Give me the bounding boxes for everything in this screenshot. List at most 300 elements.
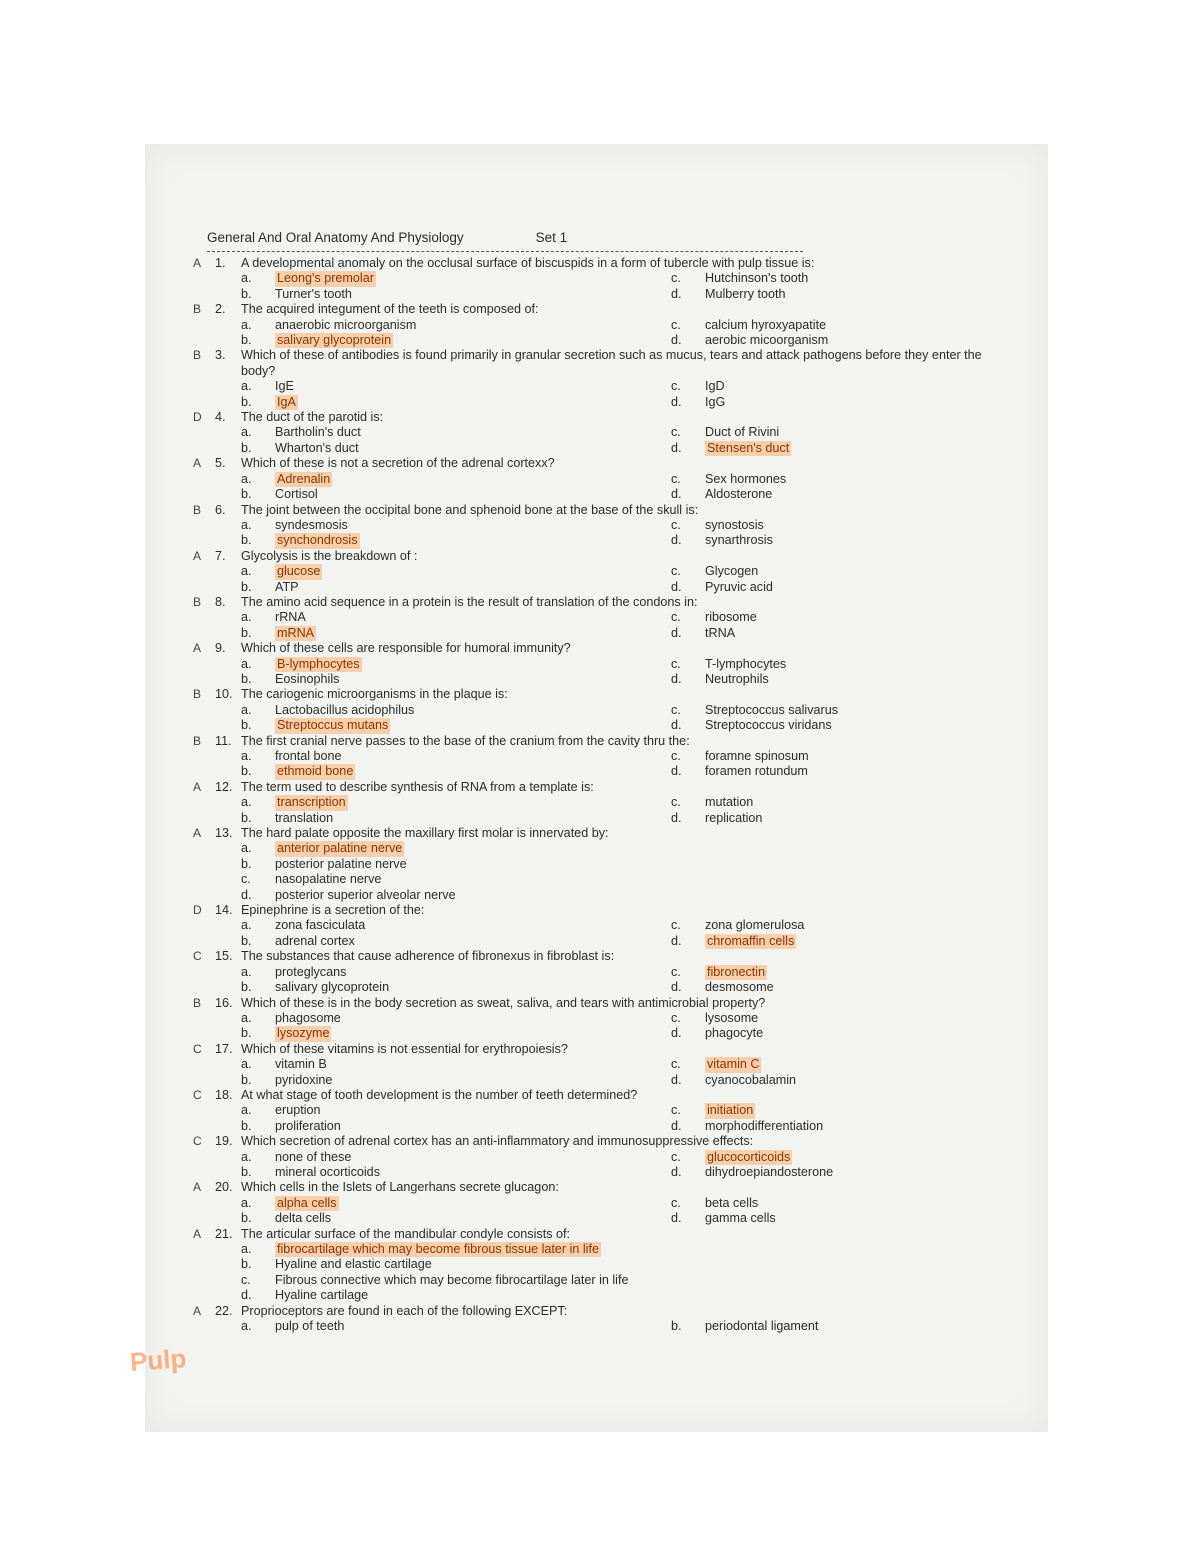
question-item — [193, 410, 1013, 456]
question-item — [193, 826, 1013, 903]
question-row — [193, 780, 1013, 795]
question-item — [193, 641, 1013, 687]
answer-option — [241, 1150, 671, 1165]
question-item — [193, 302, 1013, 348]
option-letter: b. — [241, 625, 252, 640]
answer-option — [671, 533, 1013, 548]
answer-option — [671, 980, 1013, 995]
answer-option — [241, 1257, 1013, 1272]
option-text: Pyruvic acid — [705, 579, 773, 594]
highlighted-option-text: fibrocartilage which may become fibrous tissue later in life — [277, 1242, 599, 1256]
option-text: anaerobic microorganism — [275, 317, 417, 332]
option-text: Hutchinson's tooth — [705, 271, 809, 286]
option-letter: a. — [241, 517, 252, 532]
option-text: synostosis — [705, 517, 764, 532]
option-text: calcium hyroxyapatite — [705, 317, 827, 332]
question-item — [193, 549, 1013, 595]
question-item — [193, 1088, 1013, 1134]
answer-mark: B — [193, 502, 202, 517]
answer-option — [241, 764, 671, 779]
highlighted-option-text: salivary glycoprotein — [277, 333, 392, 348]
question-item — [193, 503, 1013, 549]
option-letter: b. — [671, 1319, 682, 1334]
answer-option — [241, 934, 671, 949]
option-letter: c. — [671, 918, 681, 933]
option-list — [241, 1011, 1013, 1042]
option-list — [241, 425, 1013, 456]
option-list — [241, 1057, 1013, 1088]
option-list — [241, 703, 1013, 734]
option-text: pulp of teeth — [275, 1319, 345, 1334]
option-list — [241, 841, 1013, 903]
answer-option — [241, 1288, 1013, 1303]
question-row — [193, 1227, 1013, 1242]
option-letter: c. — [671, 702, 681, 717]
answer-mark: B — [193, 733, 202, 748]
question-stem: Proprioceptors are found in each of the following EXCEPT: — [241, 1303, 568, 1318]
answer-option — [241, 1119, 671, 1134]
answer-option — [241, 1196, 671, 1211]
highlighted-option-text: alpha cells — [277, 1195, 337, 1210]
question-item — [193, 1180, 1013, 1226]
answer-option — [671, 1026, 1013, 1041]
question-row — [193, 1304, 1013, 1319]
answer-option — [241, 1103, 671, 1118]
answer-option — [241, 703, 671, 718]
option-list — [241, 657, 1013, 688]
highlighted-option-text: transcription — [277, 795, 346, 810]
highlighted-option-text: chromaffin cells — [707, 933, 795, 948]
question-stem: The joint between the occipital bone and sphenoid bone at the base of the skull is: — [241, 502, 699, 517]
option-letter: a. — [241, 379, 252, 394]
answer-option — [241, 1211, 671, 1226]
option-text: proteglycans — [275, 964, 347, 979]
answer-option — [671, 1119, 1013, 1134]
question-number: 11. — [215, 733, 232, 748]
option-text: frontal bone — [275, 749, 342, 763]
option-list — [241, 1319, 1013, 1334]
question-item — [193, 1042, 1013, 1088]
option-list — [241, 1103, 1013, 1134]
page-header — [207, 230, 1013, 245]
option-text: vitamin B — [275, 1057, 327, 1072]
highlighted-option-text: fibronectin — [707, 964, 766, 979]
answer-option — [241, 872, 1013, 887]
option-letter: d. — [671, 1072, 682, 1087]
question-number: 12. — [215, 779, 233, 794]
option-letter: c. — [241, 1272, 251, 1287]
option-letter: a. — [241, 564, 252, 579]
option-letter: d. — [671, 625, 682, 640]
option-text: T-lymphocytes — [705, 656, 787, 671]
highlighted-option-text: ethmoid bone — [277, 764, 354, 779]
answer-option — [241, 918, 671, 933]
question-row — [193, 549, 1013, 564]
answer-option — [671, 1165, 1013, 1180]
question-stem: Which of these of antibodies is found primarily in granular secretion such as mucus, tears and attack pathogens before they enter the body? — [241, 348, 982, 378]
option-text: Duct of Rivini — [705, 425, 780, 440]
answer-mark: C — [193, 1134, 202, 1149]
option-letter: b. — [241, 933, 252, 948]
option-letter: d. — [241, 1288, 252, 1303]
highlighted-option-text: initiation — [707, 1103, 754, 1118]
question-item — [193, 456, 1013, 502]
question-row — [193, 1180, 1013, 1195]
option-letter: d. — [671, 980, 682, 995]
answer-option — [671, 425, 1013, 440]
answer-option — [671, 518, 1013, 533]
option-letter: d. — [671, 333, 682, 348]
option-letter: b. — [241, 1072, 252, 1087]
highlighted-option-text: Stensen's duct — [707, 440, 790, 455]
question-stem: Glycolysis is the breakdown of : — [241, 548, 418, 563]
question-item — [193, 687, 1013, 733]
option-letter: b. — [241, 394, 252, 409]
option-text: Mulberry tooth — [705, 286, 786, 301]
highlighted-option-text: IgA — [277, 394, 296, 409]
question-stem: The articular surface of the mandibular condyle consists of: — [241, 1226, 570, 1241]
option-text: Turner's tooth — [275, 286, 352, 301]
question-number: 14. — [215, 903, 233, 918]
answer-option — [671, 1211, 1013, 1226]
option-text: lysosome — [705, 1010, 759, 1025]
question-row — [193, 734, 1013, 749]
option-list — [241, 271, 1013, 302]
option-text: Aldosterone — [705, 487, 773, 502]
answer-option — [671, 1319, 1013, 1334]
option-letter: c. — [671, 425, 681, 440]
question-number: 5. — [215, 456, 226, 471]
option-letter: a. — [241, 471, 252, 486]
option-letter: a. — [241, 271, 252, 286]
answer-option — [671, 749, 1013, 764]
question-number: 7. — [215, 548, 226, 563]
option-list — [241, 965, 1013, 996]
question-item — [193, 996, 1013, 1042]
option-letter: d. — [671, 440, 682, 455]
option-letter: a. — [241, 1319, 252, 1334]
option-letter: c. — [671, 271, 681, 286]
option-letter: a. — [241, 610, 252, 625]
option-letter: a. — [241, 1195, 252, 1210]
answer-option — [241, 379, 671, 394]
question-number: 8. — [215, 594, 226, 609]
question-stem: The cariogenic microorganisms in the plaque is: — [241, 687, 508, 702]
question-item — [193, 903, 1013, 949]
question-item — [193, 1134, 1013, 1180]
option-text: rRNA — [275, 610, 306, 625]
answer-option — [241, 580, 671, 595]
option-text: salivary glycoprotein — [275, 980, 390, 995]
question-row — [193, 996, 1013, 1011]
question-number: 16. — [215, 995, 233, 1010]
answer-option — [671, 1011, 1013, 1026]
option-letter: b. — [241, 579, 252, 594]
question-number: 10. — [215, 687, 233, 702]
answer-option — [671, 271, 1013, 286]
option-letter: d. — [671, 579, 682, 594]
option-text: phagocyte — [705, 1026, 764, 1041]
answer-mark: B — [193, 995, 202, 1010]
answer-option — [671, 287, 1013, 302]
option-letter: a. — [241, 702, 252, 717]
option-letter: b. — [241, 980, 252, 995]
option-text: ribosome — [705, 610, 757, 625]
option-letter: d. — [671, 764, 682, 779]
answer-option — [671, 472, 1013, 487]
question-number: 17. — [215, 1041, 233, 1056]
question-item — [193, 949, 1013, 995]
question-row — [193, 410, 1013, 425]
highlighted-option-text: synchondrosis — [277, 533, 358, 548]
option-letter: c. — [241, 872, 251, 887]
answer-option — [241, 533, 671, 548]
question-stem: A developmental anomaly on the occlusal surface of biscuspids in a form of tubercle with pulp tissue is: — [241, 256, 815, 270]
answer-mark: C — [193, 1087, 202, 1102]
question-stem: The hard palate opposite the maxillary first molar is innervated by: — [241, 826, 609, 841]
option-letter: a. — [241, 1149, 252, 1164]
option-letter: c. — [671, 1010, 681, 1025]
option-text: Glycogen — [705, 564, 759, 579]
option-letter: b. — [241, 764, 252, 779]
option-letter: a. — [241, 1103, 252, 1118]
answer-option — [671, 672, 1013, 687]
question-number: 9. — [215, 641, 226, 656]
option-letter: c. — [671, 471, 681, 486]
option-letter: c. — [671, 379, 681, 394]
option-list — [241, 564, 1013, 595]
option-letter: d. — [671, 1211, 682, 1226]
answer-mark: C — [193, 1041, 202, 1056]
answer-option — [671, 718, 1013, 733]
option-letter: d. — [671, 533, 682, 548]
option-text: aerobic micoorganism — [705, 333, 829, 348]
answer-option — [671, 318, 1013, 333]
option-letter: c. — [671, 1149, 681, 1164]
answer-option — [241, 672, 671, 687]
option-letter: a. — [241, 1010, 252, 1025]
answer-option — [671, 1073, 1013, 1088]
question-number: 4. — [215, 410, 226, 425]
option-letter: c. — [671, 564, 681, 579]
question-row — [193, 1042, 1013, 1057]
option-text: Hyaline cartilage — [275, 1288, 369, 1303]
option-letter: b. — [241, 440, 252, 455]
question-row — [193, 348, 1013, 379]
question-row — [193, 903, 1013, 918]
option-list — [241, 518, 1013, 549]
option-text: dihydroepiandosterone — [705, 1164, 834, 1179]
highlighted-option-text: B-lymphocytes — [277, 656, 360, 671]
question-stem: The acquired integument of the teeth is composed of: — [241, 302, 539, 317]
answer-option — [671, 487, 1013, 502]
answer-option — [671, 564, 1013, 579]
option-text: Fibrous connective which may become fibrocartilage later in life — [275, 1272, 629, 1287]
option-letter: a. — [241, 1242, 252, 1256]
option-letter: c. — [671, 1057, 681, 1072]
question-stem: The term used to describe synthesis of RNA from a template is: — [241, 779, 594, 794]
answer-option — [241, 980, 671, 995]
answer-mark: A — [193, 1180, 202, 1195]
option-letter: c. — [671, 795, 681, 810]
answer-option — [241, 318, 671, 333]
answer-option — [241, 857, 1013, 872]
option-text: posterior palatine nerve — [275, 856, 407, 871]
question-number: 22. — [215, 1303, 233, 1318]
option-text: cyanocobalamin — [705, 1072, 797, 1087]
answer-mark: C — [193, 949, 202, 964]
answer-option — [241, 657, 671, 672]
option-text: Streptococcus salivarus — [705, 702, 838, 717]
highlighted-option-text: Leong's premolar — [277, 271, 374, 286]
answer-option — [671, 811, 1013, 826]
option-text: desmosome — [705, 980, 774, 995]
answer-option — [671, 918, 1013, 933]
option-letter: d. — [671, 286, 682, 301]
option-text: zona glomerulosa — [705, 918, 805, 933]
highlighted-option-text: lysozyme — [277, 1026, 330, 1041]
answer-option — [241, 1273, 1013, 1288]
answer-option — [241, 1011, 671, 1026]
question-row — [193, 503, 1013, 518]
highlighted-option-text: glucose — [277, 564, 321, 579]
answer-mark: A — [193, 826, 202, 841]
option-text: ATP — [275, 579, 299, 594]
question-number: 3. — [215, 348, 226, 363]
answer-option — [241, 965, 671, 980]
highlighted-option-text: anterior palatine nerve — [277, 841, 403, 856]
answer-option — [241, 718, 671, 733]
highlighted-option-text: glucocorticoids — [707, 1149, 791, 1164]
question-item — [193, 1304, 1013, 1335]
answer-mark: B — [193, 594, 202, 609]
question-item — [193, 780, 1013, 826]
answer-option — [241, 841, 1013, 856]
answer-option — [671, 1150, 1013, 1165]
option-letter: a. — [241, 1057, 252, 1072]
option-text: foramen rotundum — [705, 764, 808, 779]
answer-option — [241, 441, 671, 456]
option-list — [241, 1196, 1013, 1227]
option-text: Neutrophils — [705, 671, 769, 686]
option-list — [241, 1242, 1013, 1304]
answer-option — [241, 287, 671, 302]
option-text: mineral ocorticoids — [275, 1164, 380, 1179]
answer-option — [671, 580, 1013, 595]
question-number: 19. — [215, 1134, 233, 1149]
option-letter: c. — [671, 610, 681, 625]
answer-option — [241, 1073, 671, 1088]
option-letter: a. — [241, 749, 252, 763]
option-text: pyridoxine — [275, 1072, 333, 1087]
answer-mark: A — [193, 548, 202, 563]
option-letter: d. — [241, 887, 252, 902]
question-row — [193, 687, 1013, 702]
option-text: posterior superior alveolar nerve — [275, 887, 456, 902]
answer-option — [241, 888, 1013, 903]
option-text: Wharton's duct — [275, 440, 359, 455]
question-stem: The duct of the parotid is: — [241, 410, 384, 425]
answer-option — [671, 626, 1013, 641]
question-row — [193, 256, 1013, 271]
answer-option — [241, 1242, 1013, 1257]
option-letter: c. — [671, 964, 681, 979]
option-list — [241, 918, 1013, 949]
answer-option — [241, 564, 671, 579]
option-letter: a. — [241, 425, 252, 440]
question-stem: Which cells in the Islets of Langerhans secrete glucagon: — [241, 1180, 559, 1195]
answer-option — [671, 379, 1013, 394]
answer-mark: B — [193, 348, 202, 363]
exam-title: General And Oral Anatomy And Physiology — [207, 230, 464, 245]
option-list — [241, 379, 1013, 410]
answer-option — [241, 472, 671, 487]
option-letter: c. — [671, 317, 681, 332]
option-list — [241, 318, 1013, 349]
question-item — [193, 595, 1013, 641]
option-text: Lactobacillus acidophilus — [275, 702, 415, 717]
option-letter: a. — [241, 964, 252, 979]
question-stem: Which of these vitamins is not essential for erythropoiesis? — [241, 1041, 568, 1056]
answer-option — [241, 487, 671, 502]
answer-option — [671, 441, 1013, 456]
question-stem: The first cranial nerve passes to the base of the cranium from the cavity thru the: — [241, 733, 690, 748]
option-letter: b. — [241, 286, 252, 301]
option-text: tRNA — [705, 625, 736, 640]
option-letter: d. — [671, 1118, 682, 1133]
question-stem: Epinephrine is a secretion of the: — [241, 903, 425, 918]
option-letter: d. — [671, 810, 682, 825]
question-item — [193, 256, 1013, 302]
answer-option — [241, 749, 671, 764]
option-text: gamma cells — [705, 1211, 776, 1226]
handwritten-note: Pulp — [128, 1343, 188, 1377]
option-letter: d. — [671, 718, 682, 733]
answer-mark: A — [193, 256, 202, 270]
question-number: 13. — [215, 826, 233, 841]
question-number: 20. — [215, 1180, 233, 1195]
question-row — [193, 1134, 1013, 1149]
exam-paper — [145, 144, 1048, 1432]
answer-option — [241, 271, 671, 286]
option-list — [241, 472, 1013, 503]
option-text: nasopalatine nerve — [275, 872, 382, 887]
option-letter: b. — [241, 1164, 252, 1179]
question-stem: The substances that cause adherence of fibronexus in fibroblast is: — [241, 949, 615, 964]
question-row — [193, 1088, 1013, 1103]
answer-option — [671, 934, 1013, 949]
option-list — [241, 610, 1013, 641]
option-text: morphodifferentiation — [705, 1118, 824, 1133]
answer-option — [671, 764, 1013, 779]
option-letter: d. — [671, 394, 682, 409]
highlighted-option-text: Streptoccus mutans — [277, 718, 389, 733]
answer-option — [241, 518, 671, 533]
option-letter: b. — [241, 1118, 252, 1133]
answer-option — [241, 610, 671, 625]
option-letter: b. — [241, 718, 252, 733]
option-list — [241, 795, 1013, 826]
option-text: none of these — [275, 1149, 352, 1164]
answer-option — [241, 1026, 671, 1041]
option-letter: b. — [241, 856, 252, 871]
option-letter: b. — [241, 1026, 252, 1041]
option-letter: a. — [241, 918, 252, 933]
option-letter: d. — [671, 1026, 682, 1041]
answer-option — [671, 395, 1013, 410]
option-letter: b. — [241, 487, 252, 502]
answer-option — [241, 1165, 671, 1180]
